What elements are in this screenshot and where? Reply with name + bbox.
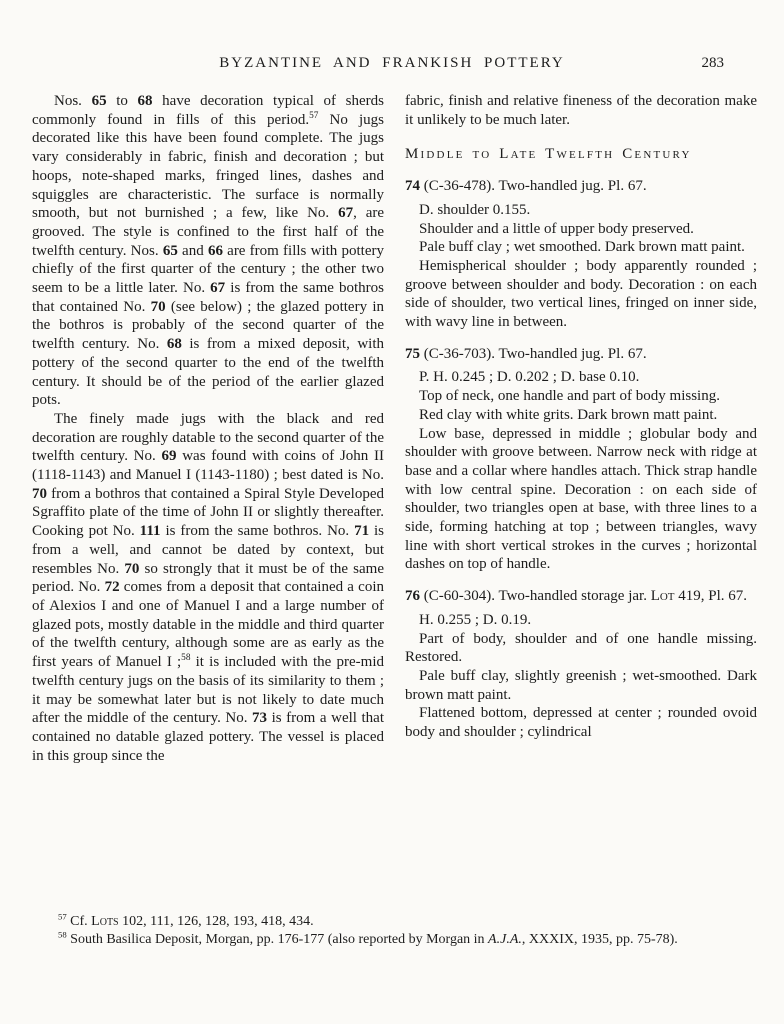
text-run-b: 65 [91,93,107,109]
text-run-sc: Lot [650,588,675,605]
right-column [405,92,757,910]
text-run: so strongly that it must be of the same period. No. [32,560,384,596]
page-number: 283 [701,55,724,71]
text-run: is from the same bothros that contained No. [32,280,384,315]
text-run: , XXXIX, 1935, pp. 75-78). [521,931,678,947]
text-run: to [106,93,138,109]
text-run: Nos. [54,93,92,109]
footnote-58 [32,928,752,949]
text-run: have decoration typical of sherds commonly found in fills of this period. [32,93,384,128]
text-run: Pale buff clay, slightly greenish ; wet-smoothed. Dark brown matt paint. [405,667,757,703]
text-run-sup: 58 [58,928,67,939]
text-run: Flattened bottom, depressed at center ; rounded ovoid body and shoulder ; cylindrical [405,705,757,741]
text-run-b: 65 [162,242,178,259]
text-run: D. shoulder 0.155. [419,201,531,218]
entry-heading [405,587,757,606]
text-run: and [177,242,208,259]
entry-measurements [405,611,757,630]
footnote-57 [32,913,752,931]
text-run: South Basilica Deposit, Morgan, pp. 176-177 (also reported by Morgan in [66,931,489,947]
text-run: (C-36-703). Two-handled jug. Pl. 67. [420,345,647,362]
entry-paragraph [405,220,757,239]
text-run: Shoulder and a little of upper body preserved. [419,220,694,237]
entry-heading [405,345,757,364]
text-run-b: 69 [161,448,177,465]
page-header [0,55,784,75]
entry-measurements [405,368,757,387]
text-run: fabric, finish and relative fineness of the decoration make it unlikely to be much later. [405,93,757,128]
text-run-i: A.J.A. [488,931,522,947]
catalog-entry-75 [405,345,757,574]
text-run-b: 67 [210,280,226,297]
text-run-b: 74 [405,178,420,195]
entry-paragraph [405,425,757,575]
text-run-b: 70 [32,485,47,502]
text-run-sup: 57 [309,110,319,121]
text-run-sc: Lots [91,914,119,929]
text-run-b: 72 [104,579,120,596]
text-run: Top of neck, one handle and part of body missing. [419,388,720,405]
entry-paragraph [405,630,757,667]
continuation-paragraph [405,92,757,129]
text-run: P. H. 0.245 ; D. 0.202 ; D. base 0.10. [419,369,640,386]
text-run: Pale buff clay ; wet smoothed. Dark brown matt paint. [419,239,745,256]
text-run: H. 0.255 ; D. 0.19. [419,611,532,628]
text-run: (see below) ; the glazed pottery in the bothros is probably of the second quarter of the twelfth century. No. [32,298,384,353]
text-run: (C-36-478). Two-handled jug. Pl. 67. [420,178,647,195]
entry-heading [405,177,757,196]
body-paragraph [32,410,384,765]
entry-paragraph [405,387,757,406]
footnotes [32,913,752,948]
text-run: are from fills with pottery chiefly of the first quarter of the century ; the other two seem to be a little later. No. [32,242,384,297]
text-run: 102, 111, 126, 128, 193, 418, 434. [118,914,314,929]
text-run: 419, Pl. 67. [674,588,748,605]
text-run-sup: 57 [58,911,67,922]
entry-measurements [405,201,757,220]
text-run: is from the same bothros. No. [160,523,355,540]
entry-paragraph [405,667,757,704]
text-run-b: 70 [124,560,140,577]
text-run: Hemispherical shoulder ; body apparently rounded ; groove between shoulder and body. Decoration : on each side of shoulder, two vertical lines, fringed on inner side, with wavy line in between. [405,257,757,331]
text-run: The finely made jugs with the black and red decoration are roughly datable to the second quarter of the twelfth century. No. [32,410,384,465]
text-run-b: 66 [207,242,223,259]
text-run-b: 75 [405,345,420,362]
text-run-b: 111 [139,523,161,540]
body-paragraph [32,92,384,410]
text-run: was found with coins of John II (1118-1143) and Manuel I (1143-1180) ; best dated is No. [32,448,384,484]
text-run: Low base, depressed in middle ; globular body and shoulder with groove between. Narrow neck with ridge at base and a collar where handles attach. Thick strap handle with low central spine. Decoration : on each side of shoulder, two triangles open at base, with three lines to a side, forming hatching at top ; between triangles, wavy line with short vertical strokes in the curves ; horizontal dashes on top of handle. [405,425,757,573]
text-run: comes from a deposit that contained a coin of Alexios I and one of Manuel I and a large number of glazed pots, mostly datable in the middle and third quarter of the twelfth century, although some are as early as the first years of Manuel I ; [32,579,385,671]
text-run: Red clay with white grits. Dark brown matt paint. [419,406,718,423]
text-run-b: 68 [137,93,153,109]
catalog-entry-76 [405,587,757,742]
entry-paragraph [405,238,757,257]
text-run: is from a mixed deposit, with pottery of the second quarter to the end of the twelfth century. It should be of the period of the earlier glazed pots. [32,336,385,409]
entry-paragraph [405,406,757,425]
entry-paragraph [405,704,757,741]
text-run-b: 73 [252,710,268,727]
text-run: is from a well that contained no datable glazed pottery. The vessel is placed in this group since the [32,710,384,764]
entry-paragraph [405,257,757,332]
text-run: (C-60-304). Two-handled storage jar. [420,588,651,605]
text-run: from a bothros that contained a Spiral Style Developed Sgraffito plate of the time of John II or slightly thereafter. Cooking pot No. [32,485,384,540]
text-run-b: 68 [166,336,182,353]
left-column [32,92,384,910]
text-run-sup: 58 [181,653,191,664]
text-run-b: 67 [338,205,354,222]
text-run-b: 70 [150,298,166,315]
text-run: it is included with the pre-mid twelfth century jugs on the basis of its similarity to them ; it may be somewhat later but is not likely to date much after the middle of the century. No. [32,654,384,727]
catalog-entry-74 [405,177,757,332]
text-run-b: 76 [405,588,420,605]
text-run: Part of body, shoulder and of one handle missing. Restored. [405,630,757,666]
text-columns [32,92,757,910]
text-run: is from a well, and cannot be dated by context, but resembles No. [32,523,384,577]
text-run-b: 71 [354,523,370,540]
text-run: Cf. [66,914,92,929]
text-run: , are grooved. The style is confined to the first half of the twelfth century. Nos. [32,205,385,259]
section-heading: Middle to Late Twelfth Century [405,146,692,163]
running-title: BYZANTINE AND FRANKISH POTTERY [219,55,565,71]
text-run: No jugs decorated like this have been found complete. The jugs vary considerably in fabric, finish and decoration ; but hoops, note-shaped marks, fringed lines, dashes and squiggles are characteristic. The surface is normally smooth, but not burnished ; a few, like No. [32,111,384,222]
